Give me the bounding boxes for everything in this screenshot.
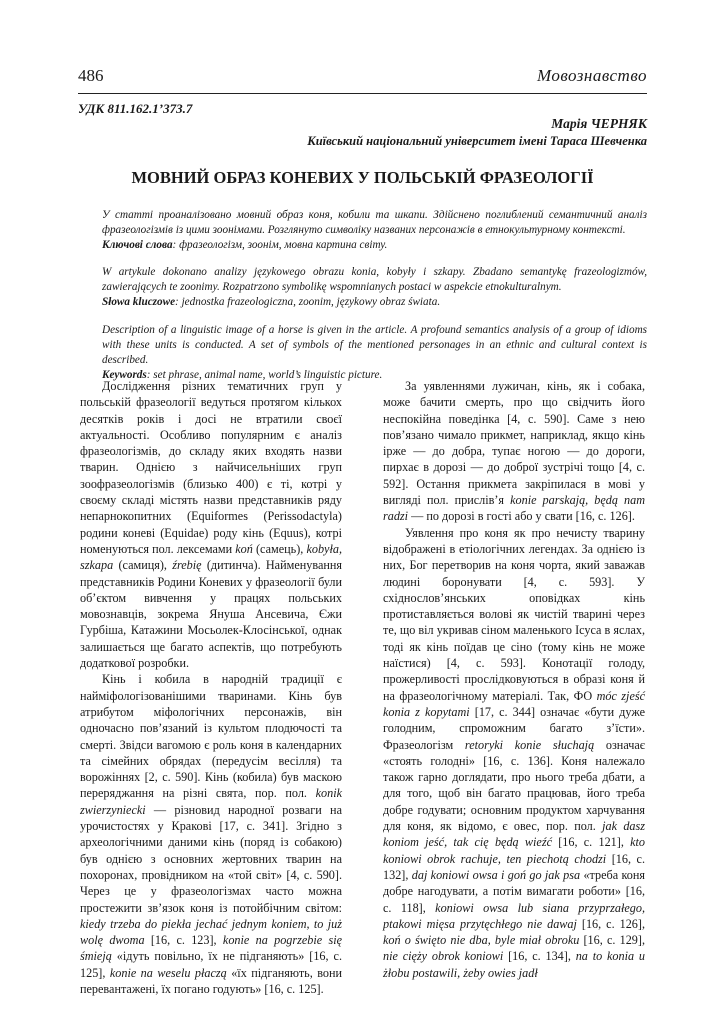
journal-name: Мовознавство	[536, 66, 647, 85]
italic-term: na to konia u żłobu postawili, żeby owies jadł	[383, 949, 645, 980]
italic-term: móc zjeść konia z kopytami	[383, 688, 646, 719]
abstract-uk-text: У статті проаналізовано мовний образ коня, кобили та шкапи. Здійснено поглиблений семантичний аналіз фразеологізмів із цими зоонімами. Розглянуто символіку названих персонажів в етнокультурному контексті.	[102, 209, 647, 236]
italic-term: konik zwierzyniecki	[80, 786, 342, 817]
italic-term: daj koniowi owsa i goń go jak psa	[411, 867, 581, 882]
abstract-en-text: Description of a linguistic image of a horse is given in the article. A profound semantics analysis of a group of idioms with these units is conducted. A set of symbols of the mentioned personages in an ethnic and cultural context is described.	[102, 324, 647, 366]
keywords-uk-text: : фразеологізм, зоонім, мовна картина світу.	[172, 239, 388, 251]
paragraph	[383, 378, 645, 525]
text-run: (дитинча). Найменування представників Родини Коневих у фразеології були об’єктом вивчення у працях польських мовознавців, зокрема Януша Ансевича, Єжи Гурбіша, Катажини Мосьолек-Клосінської, однак залишається ще багато аспектів, що потребують додаткової розробки.	[80, 558, 343, 671]
paragraph	[80, 378, 342, 671]
keywords-pl-text: : jednostka frazeologiczna, zoonim, językowy obraz świata.	[175, 296, 441, 308]
running-header	[78, 66, 647, 92]
body-column-left	[80, 378, 342, 997]
author-name: Марія ЧЕРНЯК	[551, 116, 647, 131]
italic-term: koniowi owsa lub siana przyprzałego, ptakowi mięsa przytęchłego nie dawaj	[383, 900, 646, 931]
article-title: МОВНИЙ ОБРАЗ КОНЕВИХ У ПОЛЬСЬКІЙ ФРАЗЕОЛОГІЇ	[131, 168, 594, 187]
italic-term: nie cięży obrok koniowi	[383, 949, 504, 964]
keywords-en-label: Keywords	[102, 369, 147, 381]
italic-term: kobyła, szkapa	[80, 541, 342, 573]
body-column-right	[383, 378, 645, 981]
text-run: «ідуть повільно, їх не підганяють» [16, с. 125],	[80, 949, 342, 980]
italic-term: retoryki konie słuchają	[464, 737, 595, 752]
text-run: — різновид народної розваги на урочистостях у Кракові [17, с. 341]. Згідно з археологічними даними кінь (поряд із собакою) був однією з основних жертовних тварин на похоронах, провідником на «той світ» [4, с. 590]. Через це у фразеологізмах часто можна простежити зв’язок коня із потойбічним світом:	[80, 802, 342, 915]
text-run: «їх підганяють, вони перевантажені, їх погано годують» [16, с. 125].	[80, 965, 343, 996]
text-run: означає «стоять голодні» [16, с. 136]. Коня належало також гарно доглядати, про нього треба дбати, а для того, щоб він багато працював, його треба добре годувати; основним продуктом харчування для коня, як відомо, є овес, пор. пол.	[383, 737, 646, 834]
italic-term: jak dasz koniom jeść, tak cię będą wieźć	[383, 819, 646, 850]
italic-term: koń o święto nie dba, byle miał obroku	[383, 933, 580, 948]
text-run: (самиця),	[113, 558, 173, 573]
text-run: «треба коня добре нагодувати, а потім вимагати роботи» [16, с. 118],	[383, 867, 645, 915]
text-run: Дослідження різних тематичних груп у польській фразеології ведуться протягом кількох десятків років і досі не втратили своєї актуальності. Особливо популярним є аналіз фразеологізмів, до складу яких входять назви тварин. Однією з найчисельніших груп зоофразеологізмів (близько 400) є ті, котрі у своєму складі містять назви представників ряду непарнокопитних (Equiformes (Perissodactyla) родини коневі (Equidae) роду кінь (Equus), котрі номенуються пол. лексемами	[80, 379, 342, 556]
text-run: [16, с. 134],	[503, 949, 576, 964]
italic-term: źrebię	[172, 558, 202, 573]
text-run: (самець),	[252, 541, 307, 556]
text-run: [16, с. 129],	[579, 933, 645, 948]
italic-term: kiedy trzeba do piekła jechać jednym koniem, to już wolę dwoma	[80, 916, 342, 948]
abstract-pl-text: W artykule dokonano analizy językowego obrazu konia, kobyły i szkapy. Zbadano semantykę frazeologizmów, zawierających te zoonimy. Rozpatrzono symbolikę wspomnianych postaci w aspekcie etnokulturalnym.	[102, 266, 647, 293]
page-number: 486	[78, 66, 104, 85]
keywords-en-text: : set phrase, animal name, world’s linguistic picture.	[146, 369, 383, 381]
keywords-pl-label: Słowa kluczowe	[102, 296, 176, 308]
abstract-polish	[102, 265, 647, 310]
text-run: Кінь і кобила в народній традиції є найміфологізованішими тваринами. Кінь був атрибутом міфологічних персонажів, він одночасно пов’язаний із культом плодючості та смерті. Звідси вагомою є роль коня в календарних та сімейних обрядах (передусім весілля) та ворожіннях [2, с. 590]. Кінь (кобила) був маскою переряджання на різні свята, пор. пол.	[80, 672, 342, 801]
text-run: [16, с. 121],	[551, 835, 631, 850]
text-run: За уявленнями лужичан, кінь, як і собака, може бачити смерть, про що свідчить його неспокійна поведінка [4, с. 590]. Саме з нею пов’язано чимало прикмет, наприклад, якщо кінь ірже — до добра, тупає ногою — до дороги, пирхає в дорозі — до доброї зустрічі тощо [4, с. 592]. Остання прикмета закріпилася в мові у вигляді пол. прислів’я	[383, 379, 645, 508]
italic-term: konie na weselu płaczą	[109, 965, 227, 980]
text-run: — по дорозі в гості або у свати [16, с. 126].	[408, 509, 635, 524]
text-run: [17, с. 344] означає «бути дуже голодним, спроможним багато з’їсти». Фразеологізм	[383, 704, 645, 752]
paragraph	[80, 671, 342, 997]
text-run: Уявлення про коня як про нечисту тварину відображені в етіологічних легендах. За однією із них, Бог перетворив на коня чорта, який заважав людині боронувати [4, с. 593]. У східнослов’янських оповідках кінь протиставляється волові як чистій тварині через те, що віл укривав сіном маленького Ісуса в яслах, тоді як кінь поїдав це сіно (тому кінь не може наїстися) [4, с. 593]. Конотації голоду, прожерливості прослідковуються в образі коня й на фразеологічному матеріалі. Так, ФО	[383, 525, 645, 703]
paragraph	[383, 525, 645, 981]
italic-term: kto koniowi obrok rachuje, ten piechotą chodzi	[383, 835, 646, 866]
italic-term: konie na pogrzebie się śmieją	[80, 933, 343, 964]
italic-term: konie parskają, będą nam radzi	[383, 493, 646, 524]
abstract-english	[102, 323, 647, 383]
keywords-uk-label: Ключові слова	[102, 239, 173, 251]
abstract-ukrainian	[102, 208, 647, 253]
author-affiliation: Київський національний університет імені Тараса Шевченка	[307, 134, 647, 148]
header-rule	[78, 93, 647, 94]
italic-term: koń	[235, 541, 253, 556]
text-run: [16, с. 126],	[576, 916, 646, 931]
udk-code: УДК 811.162.1’373.7	[78, 101, 193, 116]
text-run: [16, с. 132],	[383, 851, 645, 882]
text-run: [16, с. 123],	[144, 933, 223, 948]
